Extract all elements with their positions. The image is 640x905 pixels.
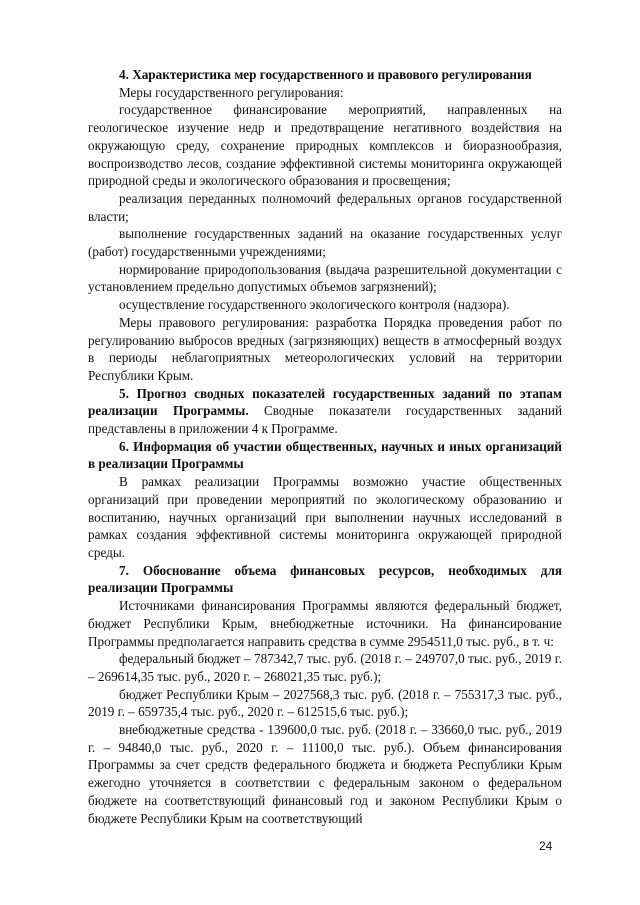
section-7-heading: 7. Обоснование объема финансовых ресурсов, необходимых для реализации Программы: [88, 562, 562, 596]
page-number: 24: [539, 839, 553, 853]
section-4-legal-paragraph: Меры правового регулирования: разработка Порядка проведения работ по регулированию выбросов вредных (загрязняющих) веществ в атмосферный воздух в периоды неблагоприятных метеорологических условий на территории Республики Крым.: [88, 314, 562, 383]
section-6-text: В рамках реализации Программы возможно участие общественных организаций при проведении мероприятий по экологическому образованию и воспитанию, научных организаций при выполнении научных исследований в рамках создания эффективной системы мониторинга окружающей природной среды.: [88, 474, 562, 560]
section-5-heading: 5. Прогноз сводных показателей государственных заданий по этапам реализации Программы.: [88, 385, 562, 419]
regional-budget-item: бюджет Республики Крым – 2027568,3 тыс. руб. (2018 г. – 755317,3 тыс. руб., 2019 г. – 659735,4 тыс. руб., 2020 г. – 612515,6 тыс. руб.);: [88, 686, 562, 720]
list-item: нормирование природопользования (выдача разрешительной документации с установлением предельно допустимых объемов загрязнений);: [88, 261, 562, 295]
section-4-heading: 4. Характеристика мер государственного и правового регулирования: [119, 67, 532, 82]
list-item: реализация переданных полномочий федеральных органов государственной власти;: [88, 190, 562, 224]
list-item: осуществление государственного экологического контроля (надзора).: [119, 297, 510, 313]
section-5-paragraph: [88, 385, 562, 438]
extrabudgetary-item: внебюджетные средства - 139600,0 тыс. руб. (2018 г. – 33660,0 тыс. руб., 2019 г. – 94840,0 тыс. руб., 2020 г. – 11100,0 тыс. руб.). Объем финансирования Программы за счет средств федерального бюджета и бюджета Республики Крым ежегодно уточняется в соответствии с федеральным законом о федеральном бюджете на соответствующий финансовый год и законом Республики Крым о бюджете Республики Крым на соответствующий: [88, 722, 562, 826]
section-4-intro: Меры государственного регулирования:: [119, 84, 344, 100]
section-7-intro: Источниками финансирования Программы являются федеральный бюджет, бюджет Республики Крым, внебюджетные источники. На финансирование Программы предполагается направить средства в сумме 2954511,0 тыс. руб., в т. ч:: [88, 598, 562, 649]
section-5-text: Сводные показатели государственных заданий представлены в приложении 4 к Программе.: [88, 403, 562, 437]
list-item: выполнение государственных заданий на оказание государственных услуг (работ) государственными учреждениями;: [88, 226, 562, 260]
list-item: государственное финансирование мероприятий, направленных на геологическое изучение недр и предотвращение негативного воздействия на окружающую среду, сохранение природных комплексов и биоразнообразия, воспроизводство лесов, создание эффективной системы мониторинга окружающей природной среды и экологического образования и просвещения;: [88, 102, 562, 189]
document-page: [88, 66, 562, 827]
section-6-heading: 6. Информация об участии общественных, научных и иных организаций в реализации Программы: [88, 438, 562, 472]
federal-budget-item: федеральный бюджет – 787342,7 тыс. руб. (2018 г. – 249707,0 тыс. руб., 2019 г. – 269614,35 тыс. руб., 2020 г. – 268021,35 тыс. руб.);: [88, 651, 562, 684]
